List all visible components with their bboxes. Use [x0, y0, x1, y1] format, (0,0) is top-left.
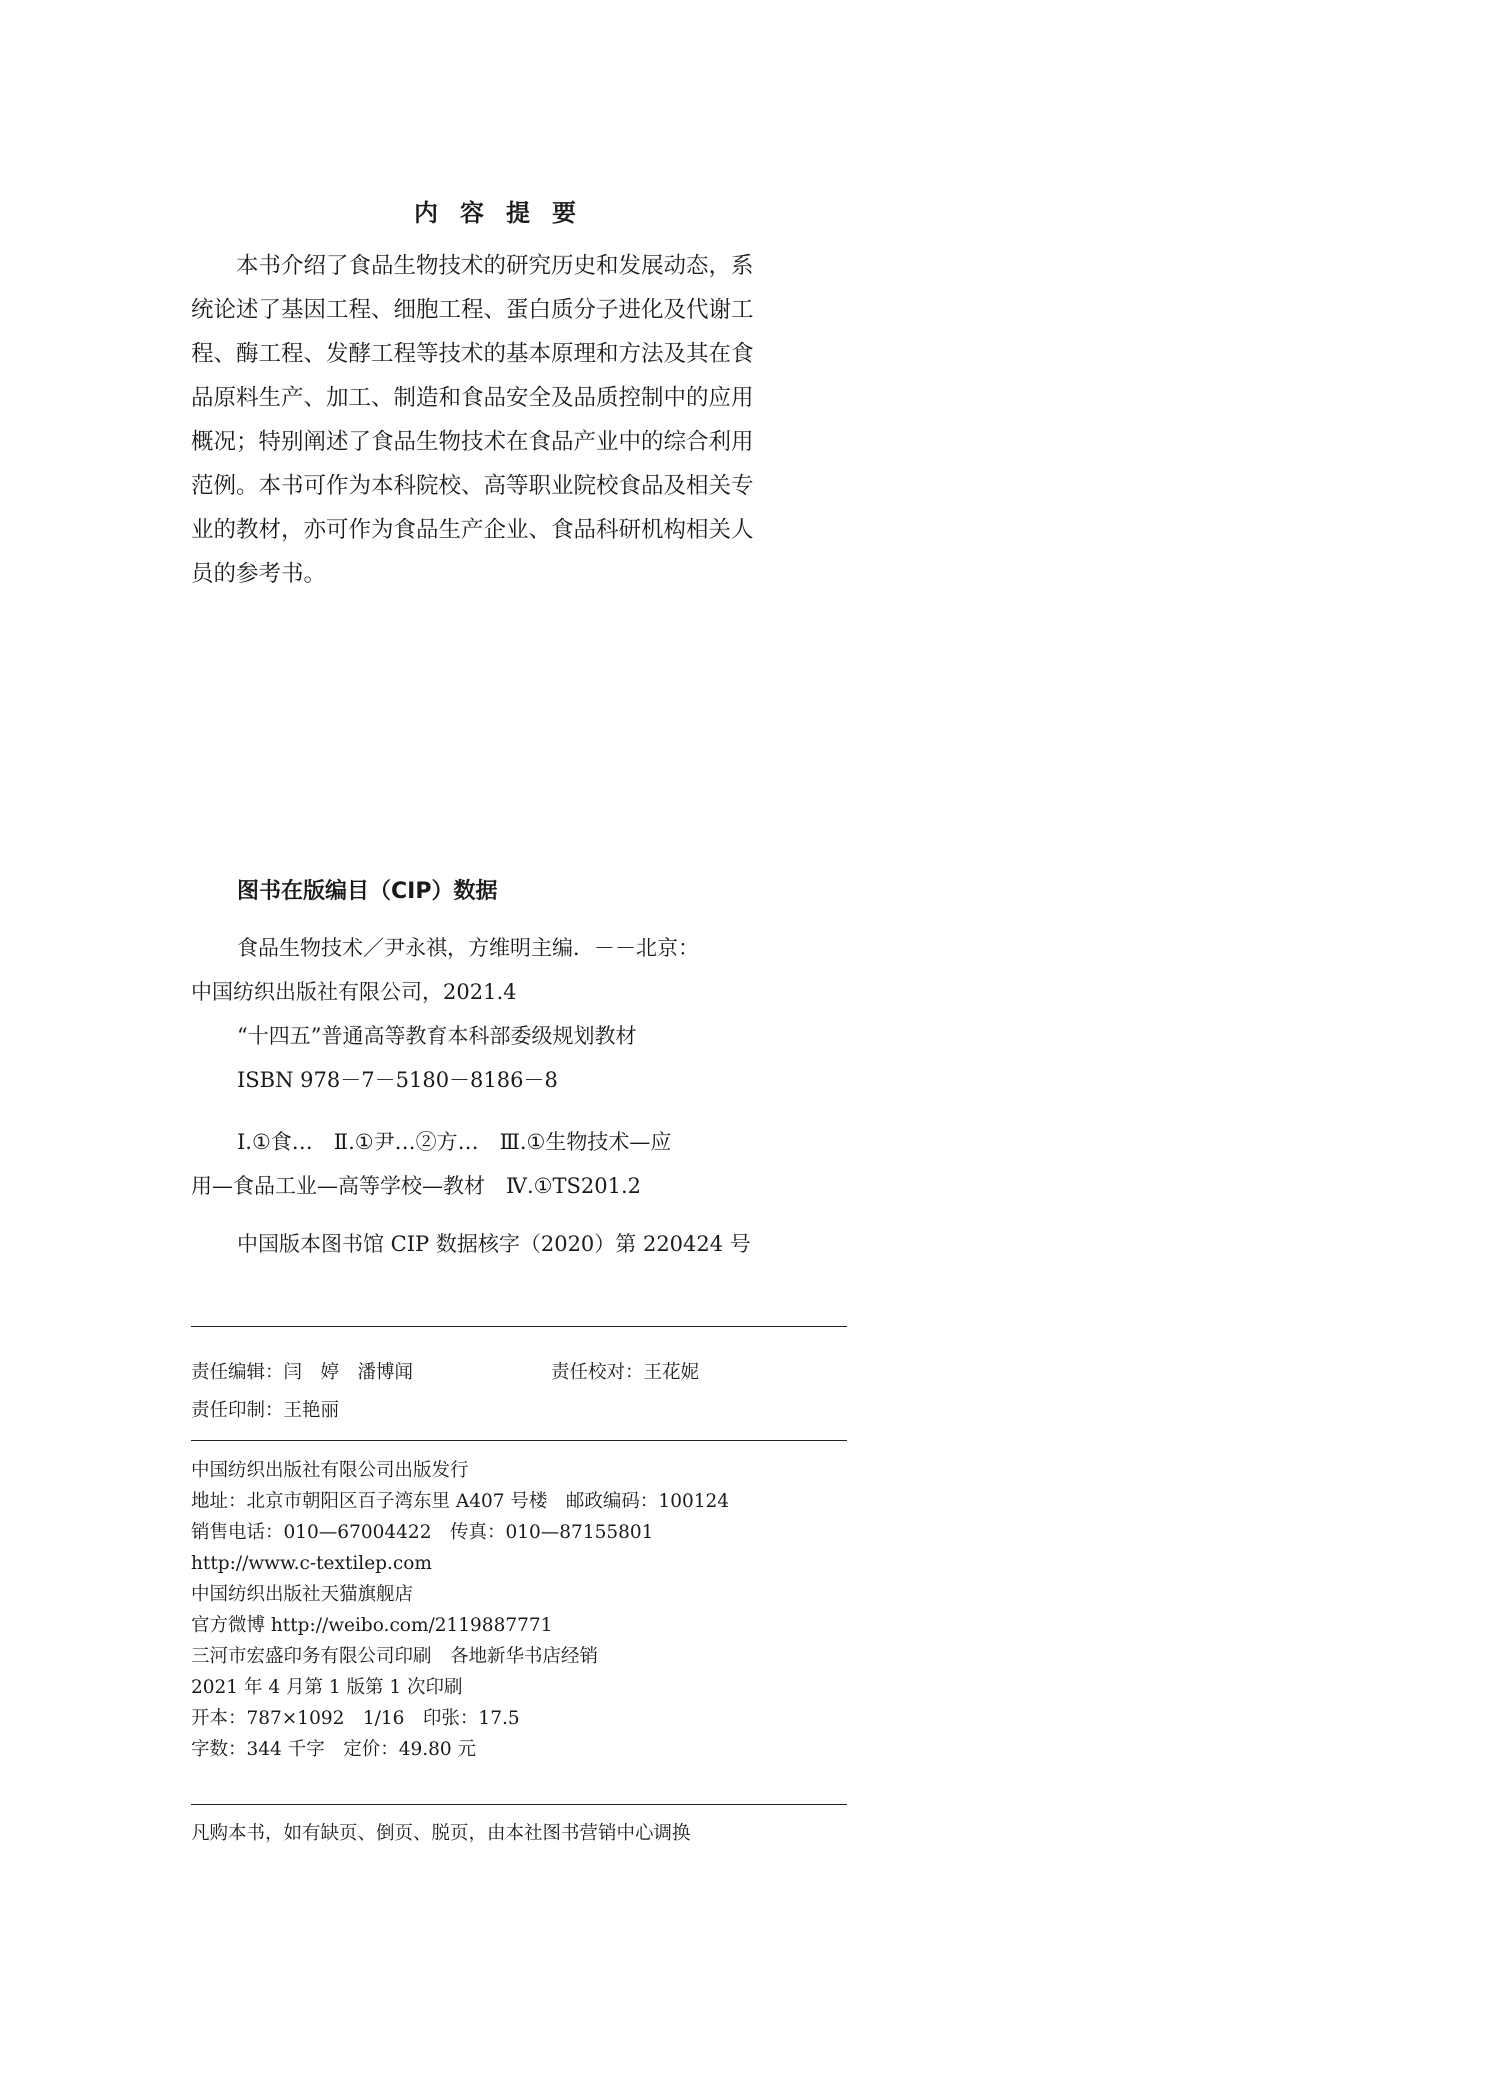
divider: [191, 1326, 847, 1327]
cip-subject-line: Ⅰ.①食… Ⅱ.①尹…②方… Ⅲ.①生物技术—应: [237, 1130, 672, 1154]
divider: [191, 1804, 847, 1805]
abstract-line: 员的参考书。: [191, 561, 327, 587]
publisher-section: [191, 1455, 847, 1765]
abstract-line: 品原料生产、加工、制造和食品安全及品质控制中的应用: [191, 385, 754, 411]
cip-record-line: 中国版本图书馆 CIP 数据核字（2020）第 220424 号: [237, 1232, 751, 1256]
credits-row: [191, 1354, 847, 1392]
notice-section: [191, 1818, 847, 1849]
cip-subject-line-cont: 用—食品工业—高等学校—教材 Ⅳ.①TS201.2: [191, 1174, 641, 1198]
abstract-line: 概况；特别阐述了食品生物技术在食品产业中的综合利用: [191, 429, 754, 455]
abstract-title: 内容提要: [414, 199, 598, 227]
abstract-line: 范例。本书可作为本科院校、高等职业院校食品及相关专: [191, 473, 754, 499]
abstract-line: 程、酶工程、发酵工程等技术的基本原理和方法及其在食: [191, 341, 754, 367]
replacement-notice: 凡购本书，如有缺页、倒页、脱页，由本社图书营销中心调换: [191, 1823, 691, 1844]
cip-section: [191, 872, 851, 1266]
cip-isbn-line: ISBN 978－7－5180－8186－8: [237, 1068, 558, 1092]
cip-series-line: “十四五”普通高等教育本科部委级规划教材: [237, 1024, 637, 1048]
abstract-line: 本书介绍了食品生物技术的研究历史和发展动态，系: [191, 253, 754, 279]
printer-line: 三河市宏盛印务有限公司印刷 各地新华书店经销: [191, 1646, 599, 1667]
cip-heading: 图书在版编目（CIP）数据: [237, 879, 498, 904]
responsible-proofreader: 责任校对：王花妮: [551, 1362, 700, 1383]
cip-publisher-line: 中国纺织出版社有限公司，2021.4: [191, 980, 517, 1004]
edition-line: 2021 年 4 月第 1 版第 1 次印刷: [191, 1677, 463, 1698]
cip-title-line: 食品生物技术／尹永祺，方维明主编．－－北京：: [237, 936, 699, 960]
divider: [191, 1440, 847, 1441]
format-line: 开本：787×1092 1/16 印张：17.5: [191, 1708, 520, 1729]
publisher-line: 中国纺织出版社有限公司出版发行: [191, 1460, 469, 1481]
responsible-editors: 责任编辑：闫 婷 潘博闻: [191, 1362, 414, 1383]
abstract-line: 业的教材，亦可作为食品生产企业、食品科研机构相关人: [191, 517, 754, 543]
weibo-line: 官方微博 http://weibo.com/2119887771: [191, 1615, 553, 1636]
credits-section: [191, 1354, 847, 1430]
phone-line: 销售电话：010—67004422 传真：010—87155801: [191, 1522, 654, 1543]
website-line: http://www.c-textilep.com: [191, 1553, 432, 1574]
responsible-printing: 责任印制：王艳丽: [191, 1400, 340, 1421]
abstract-line: 统论述了基因工程、细胞工程、蛋白质分子进化及代谢工: [191, 297, 754, 323]
store-line: 中国纺织出版社天猫旗舰店: [191, 1584, 414, 1605]
address-line: 地址：北京市朝阳区百子湾东里 A407 号楼 邮政编码：100124: [191, 1491, 730, 1512]
abstract-section: [191, 196, 803, 596]
price-line: 字数：344 千字 定价：49.80 元: [191, 1739, 477, 1760]
